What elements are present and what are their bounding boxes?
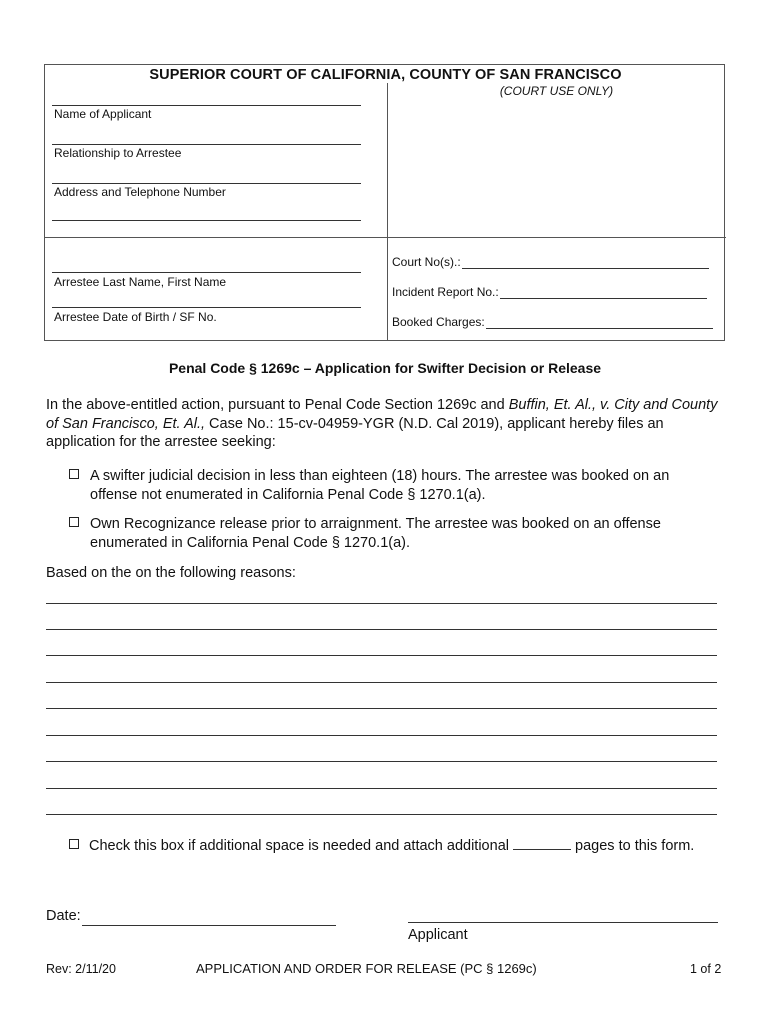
court-use-label: (COURT USE ONLY): [499, 84, 614, 98]
applicant-name-label: Name of Applicant: [54, 107, 152, 121]
incident-report-label: Incident Report No.:: [392, 285, 499, 299]
arrestee-name-label: Arrestee Last Name, First Name: [54, 275, 227, 289]
additional-space-checkbox[interactable]: [69, 839, 79, 849]
divider-horizontal: [45, 237, 726, 238]
applicant-name-line[interactable]: [52, 105, 361, 106]
additional-pages-text-post: pages to this form.: [571, 838, 695, 854]
footer-form-name: APPLICATION AND ORDER FOR RELEASE (PC § 1269c): [196, 961, 537, 976]
swifter-decision-checkbox[interactable]: [69, 469, 79, 479]
arrestee-dob-label: Arrestee Date of Birth / SF No.: [54, 310, 217, 324]
form-title: Penal Code § 1269c – Application for Swifter Decision or Release: [168, 360, 602, 376]
reason-line[interactable]: [46, 814, 717, 815]
reason-line[interactable]: [46, 761, 717, 762]
option-swifter-decision: [69, 467, 709, 504]
own-recognizance-checkbox[interactable]: [69, 517, 79, 527]
header-box: [44, 64, 725, 341]
reason-line[interactable]: [46, 735, 717, 736]
address-label: Address and Telephone Number: [54, 185, 226, 199]
page-number: 1 of 2: [690, 962, 722, 976]
option-own-recognizance: [69, 515, 709, 552]
reason-line[interactable]: [46, 788, 717, 789]
intro-text-1: In the above-entitled action, pursuant to Penal Code Section 1269c and: [46, 397, 509, 413]
option-2-text: Own Recognizance release prior to arraignment. The arrestee was booked on an offense enumerated in California Penal Code § 1270.1(a).: [90, 516, 661, 551]
court-no-field[interactable]: [392, 255, 709, 269]
case-name: Buffin, Et. Al., v. City and County of San Francisco, Et. Al.,: [46, 397, 718, 432]
reason-line[interactable]: [46, 655, 717, 656]
date-label: Date:: [46, 908, 81, 924]
court-no-label: Court No(s).:: [392, 255, 461, 269]
booked-charges-field[interactable]: [392, 315, 713, 329]
additional-pages-count-field[interactable]: [513, 837, 571, 850]
applicant-signature-line[interactable]: [408, 922, 718, 923]
relationship-line[interactable]: [52, 144, 361, 145]
address-line[interactable]: [52, 183, 361, 184]
arrestee-name-line[interactable]: [52, 272, 361, 273]
additional-pages-row: [69, 837, 729, 856]
reason-line[interactable]: [46, 682, 717, 683]
reason-line[interactable]: [46, 629, 717, 630]
court-title: SUPERIOR COURT OF CALIFORNIA, COUNTY OF SAN FRANCISCO: [149, 67, 622, 83]
date-field[interactable]: [46, 907, 336, 926]
relationship-label: Relationship to Arrestee: [54, 146, 182, 160]
reasons-label: Based on the on the following reasons:: [46, 565, 296, 581]
address-line-2[interactable]: [52, 220, 361, 221]
reason-line[interactable]: [46, 603, 717, 604]
applicant-label: Applicant: [408, 927, 468, 943]
option-1-text: A swifter judicial decision in less than eighteen (18) hours. The arrestee was booked on an offense not enumerated in California Penal Code § 1270.1(a).: [90, 468, 670, 503]
arrestee-dob-line[interactable]: [52, 307, 361, 308]
intro-text-2: Case No.: 15-cv-04959-YGR (N.D. Cal 2019), applicant hereby files an application for the arrestee seeking:: [46, 415, 664, 450]
revision-date: Rev: 2/11/20: [46, 962, 116, 976]
reason-line[interactable]: [46, 708, 717, 709]
booked-charges-label: Booked Charges:: [392, 315, 485, 329]
incident-report-field[interactable]: [392, 285, 707, 299]
intro-paragraph: [46, 396, 726, 452]
divider-vertical: [387, 83, 388, 341]
additional-pages-text-pre: Check this box if additional space is needed and attach additional: [89, 838, 514, 854]
